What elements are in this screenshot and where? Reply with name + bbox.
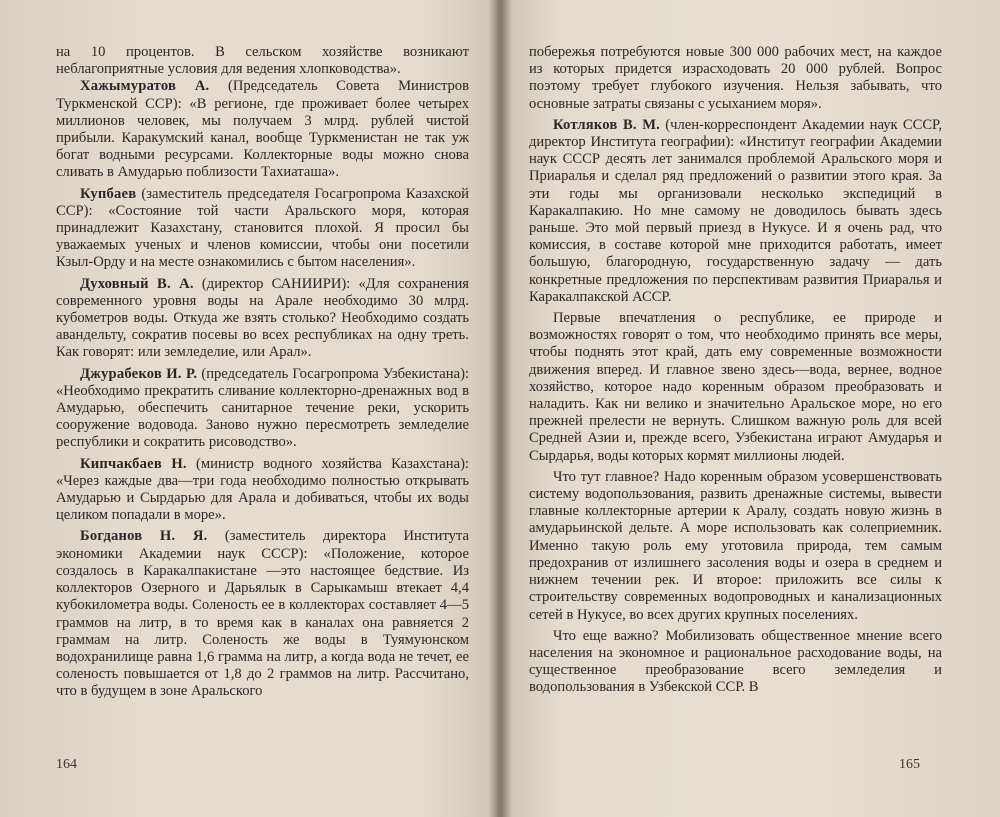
speaker-name: Купбаев xyxy=(80,185,137,202)
speaker-name: Хажымуратов А. xyxy=(80,78,210,95)
paragraph: Джурабеков И. Р. (председатель Госагропрома Узбекистана): «Необходимо прекратить сливание коллекторно-дренажных вод в Амударью, обеспечить санитарное течение реки, ускорить сооружение водовода. Заново нужно пересмотреть земледелие республики и сократить рисоводство». xyxy=(56,365,469,451)
paragraph: Духовный В. А. (директор САНИИРИ): «Для сохранения современного уровня воды на Арале необходимо 30 млрд. кубометров воды. Откуда же взять столько? Необходимо создать авандельту, сократив посевы во всех республиках на одну треть. Как говорят: или земледелие, или Арал». xyxy=(56,275,469,361)
speaker-name: Котляков В. М. xyxy=(553,116,661,133)
speaker-name: Кипчакбаев Н. xyxy=(80,455,187,472)
paragraph: побережья потребуются новые 300 000 рабочих мест, на каждое из которых придется израсходовать 20 000 рублей. Вопрос поэтому требует глубокого изучения. Нельзя забывать, что основные затраты связаны с усыханием моря». xyxy=(529,44,942,112)
speaker-name: Богданов Н. Я. xyxy=(80,528,208,545)
paragraph: Что еще важно? Мобилизовать общественное мнение всего населения на экономное и рациональное расходование воды, на существенное преобразование всего земледелия и водопользования в Узбекской ССР. В xyxy=(529,627,942,696)
page-number: 165 xyxy=(899,757,920,772)
paragraph: Богданов Н. Я. (заместитель директора Института экономики Академии наук СССР): «Положение, которое создалось в Каракалпакистане —это настоящее бедствие. Из коллекторов Озерного и Дарьялык в Сарыкамыш втекает 4,4 кубокилометра воды. Соленость ее в коллекторах составляет 4—5 граммов на литр, в то время как в каналах она равняется 2 граммам на литр. Соленость же воды в Туямуюнском водохранилище равна 1,6 грамма на литр, а когда вода не течет, ее соленость повышается от 1,8 до 2 граммов на литр. Рассчитано, что в будущем в зоне Аральского xyxy=(56,528,469,700)
paragraph: Кипчакбаев Н. (министр водного хозяйства Казахстана): «Через каждые два—три года необходимо полностью открывать Амударью и Сырдарью для Арала и добиваться, чтобы их воды целиком попадали в море». xyxy=(56,455,469,524)
paragraph: Хажымуратов А. (Председатель Совета Министров Туркменской ССР): «В регионе, где проживает более четырех миллионов человек, мы получаем 3 млрд. рублей чистой прибыли. Каракумский канал, вообще Туркменистан не так уж богат водными ресурсами. Коллекторные воды можно снова сливать в Амударью поблизости Тахиаташа». xyxy=(56,78,469,181)
speaker-name: Джурабеков И. Р. xyxy=(80,365,198,382)
speaker-name: Духовный В. А. xyxy=(80,275,194,292)
paragraph: на 10 процентов. В сельском хозяйстве возникают неблагоприятные условия для ведения хлопководства». xyxy=(56,44,469,78)
paragraph: Котляков В. М. (член-корреспондент Академии наук СССР, директор Института географии): «Институт географии Академии наук СССР десять лет занимался проблемой Аральского моря и Приаралья и сделал ряд предложений о развитии этого края. За эти годы мы организовали несколько экспедиций в Каракалпакию. Но мне самому не доводилось бывать здесь раньше. Это мой первый приезд в Нукусе. И я очень рад, что комиссия, в составе которой мне приходится работать, имеет большую, благородную, государственную задачу — дать конкретные предложения по перспективам развития Приаралья и Каракалпакской АССР. xyxy=(529,116,942,305)
paragraph: Первые впечатления о республике, ее природе и возможностях говорят о том, что необходимо принять все меры, чтобы поднять этот край, дать ему современные возможности движения вперед. И главное звено здесь—вода, вернее, водное хозяйство, которое надо коренным образом преобразовать и наладить. Как ни велико и значительно Аральское море, но его прежней прелести не вернуть. Слишком важную роль для всей Средней Азии и, прежде всего, Узбекистана играют Амударья и Сырдарья, воды которых кормят миллионы людей. xyxy=(529,310,942,464)
left-page xyxy=(0,0,497,817)
paragraph: Что тут главное? Надо коренным образом усовершенствовать систему водопользования, развить дренажные системы, вывести главные коллекторные артерии к Аралу, создать новую жизнь в амударьинской дельте. А море использовать как солеприемник. Именно такую роль ему уготовила природа, тем самым предохранив от излишнего засоления воды и озера в среднем и нижнем течении рек. И второе: приложить все силы к строительству современных водопроводных и канализационных сетей в Нукусе, во всех других крупных поселениях. xyxy=(529,468,942,623)
page-number: 164 xyxy=(56,757,77,772)
paragraph: Купбаев (заместитель председателя Госагропрома Казахской ССР): «Состояние той части Аральского моря, которая принадлежит Казахстану, становится плохой. Я просил бы уважаемых ученых и членов комиссии, чтобы они посетили Кзыл-Орду и на месте ознакомились с бытом населения». xyxy=(56,185,469,271)
right-page xyxy=(497,0,1000,817)
